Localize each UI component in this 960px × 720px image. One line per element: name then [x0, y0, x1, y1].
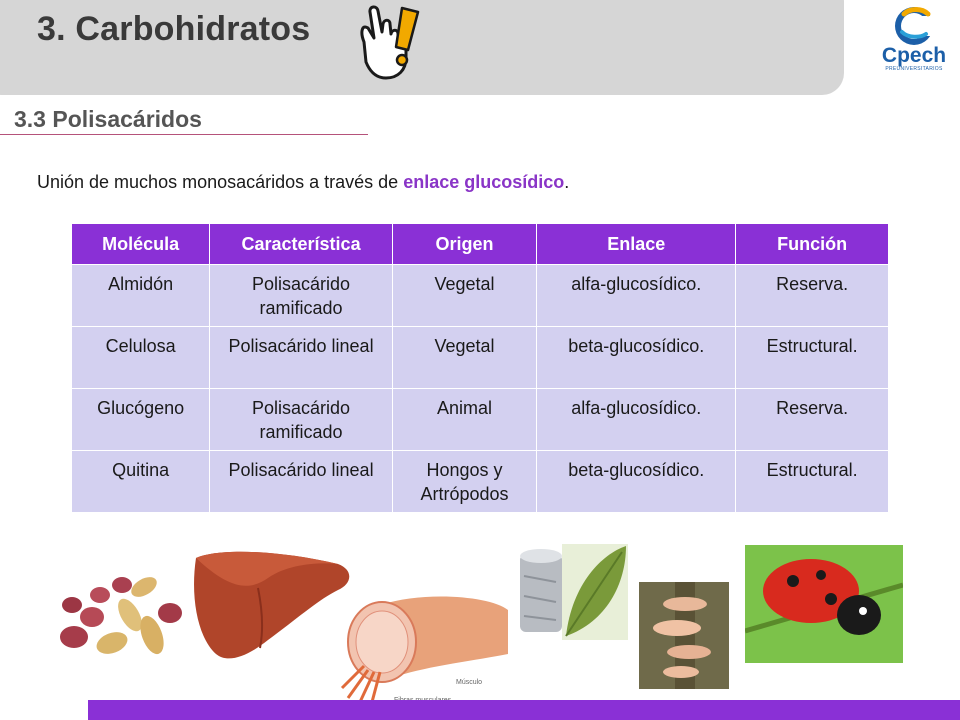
cell-caracteristica: Polisacárido ramificado	[210, 389, 392, 451]
mushrooms-image	[639, 582, 729, 689]
potatoes-image	[52, 565, 184, 665]
cell-funcion: Reserva.	[736, 265, 889, 327]
table-row	[72, 265, 889, 327]
muscle-image	[338, 580, 508, 705]
cell-caracteristica: Polisacárido lineal	[210, 451, 392, 513]
cell-origen: Vegetal	[392, 265, 537, 327]
cpech-emblem-icon	[878, 4, 950, 48]
slide-title: 3. Carbohidratos	[37, 10, 311, 48]
section-subtitle: 3.3 Polisacáridos	[14, 106, 202, 132]
header-caracteristica: Característica	[210, 224, 392, 265]
cpech-logo	[878, 4, 950, 74]
bottom-accent-bar	[88, 700, 960, 720]
table-row	[72, 327, 889, 389]
cell-molecula: Quitina	[72, 451, 210, 513]
table-row	[72, 451, 889, 513]
header-molecula: Molécula	[72, 224, 210, 265]
table-header-row	[72, 224, 889, 265]
cell-origen: Hongos y Artrópodos	[392, 451, 537, 513]
cell-origen: Animal	[392, 389, 537, 451]
cell-enlace: beta-glucosídico.	[537, 451, 736, 513]
cell-enlace: alfa-glucosídico.	[537, 265, 736, 327]
cell-molecula: Almidón	[72, 265, 210, 327]
cell-funcion: Estructural.	[736, 327, 889, 389]
cell-funcion: Reserva.	[736, 389, 889, 451]
intro-text-main: Unión de muchos monosacáridos a través de	[37, 172, 399, 192]
cell-funcion: Estructural.	[736, 451, 889, 513]
polysaccharide-table	[71, 223, 889, 513]
cell-molecula: Glucógeno	[72, 389, 210, 451]
intro-text	[37, 172, 569, 193]
header-funcion: Función	[736, 224, 889, 265]
leaf-image	[562, 544, 628, 640]
cell-enlace: beta-glucosídico.	[537, 327, 736, 389]
header-enlace: Enlace	[537, 224, 736, 265]
cellulose-roll-image	[516, 546, 566, 636]
cell-enlace: alfa-glucosídico.	[537, 389, 736, 451]
intro-emphasis: enlace glucosídico	[403, 172, 565, 192]
header-origen: Origen	[392, 224, 537, 265]
cell-molecula: Celulosa	[72, 327, 210, 389]
subtitle-underline	[0, 134, 368, 135]
muscle-label: Músculo	[456, 679, 483, 686]
ladybug-image	[745, 545, 903, 663]
table-row	[72, 389, 889, 451]
intro-period: .	[564, 172, 570, 192]
liver-image	[188, 548, 356, 668]
cell-caracteristica: Polisacárido lineal	[210, 327, 392, 389]
cell-caracteristica: Polisacárido ramificado	[210, 265, 392, 327]
example-images	[0, 540, 960, 700]
logo-subtext: PREUNIVERSITARIOS	[885, 66, 943, 72]
logo-wordmark: Cpech	[881, 44, 947, 67]
pointing-hand-exclamation-icon	[350, 2, 422, 80]
cell-origen: Vegetal	[392, 327, 537, 389]
